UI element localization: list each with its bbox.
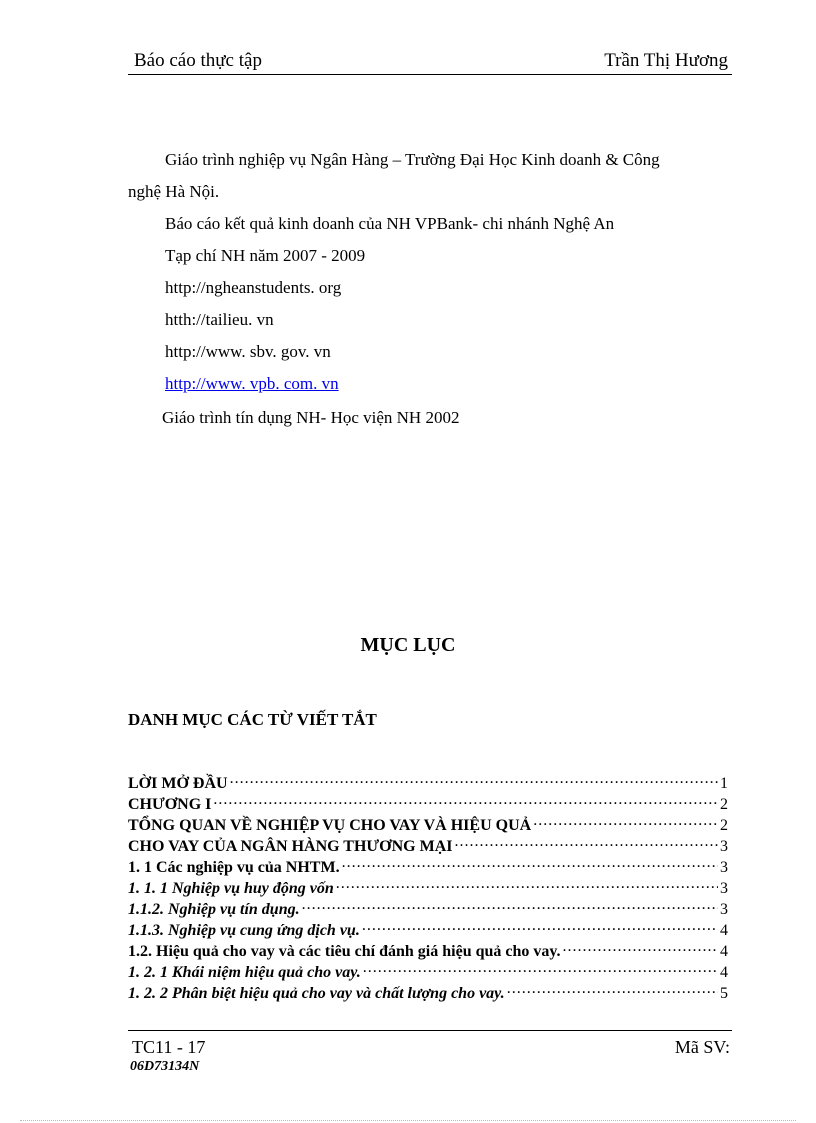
toc-row[interactable] <box>128 793 728 814</box>
toc-label: 1. 1. 1 Nghiệp vụ huy động vốn <box>128 880 334 897</box>
dot-leader <box>336 877 718 893</box>
toc-label: 1. 1 Các nghiệp vụ của NHTM. <box>128 859 340 876</box>
reference-line: Giáo trình tín dụng NH- Học viện NH 2002 <box>162 408 460 427</box>
page-header <box>128 48 732 75</box>
reference-line: http://ngheanstudents. org <box>165 278 342 297</box>
toc-page-number: 4 <box>720 922 728 939</box>
reference-line: Báo cáo kết quả kinh doanh của NH VPBank- chi nhánh Nghệ An <box>165 214 615 233</box>
dot-leader <box>362 919 718 935</box>
toc-page-number: 3 <box>720 838 728 855</box>
page-bottom-divider <box>20 1120 796 1121</box>
toc-row[interactable] <box>128 856 728 877</box>
dot-leader <box>454 835 718 851</box>
toc-page-number: 2 <box>720 817 728 834</box>
toc-label: CHƯƠNG I <box>128 796 212 813</box>
toc-label: 1.2. Hiệu quả cho vay và các tiêu chí đánh giá hiệu quả cho vay. <box>128 943 561 960</box>
dot-leader <box>533 814 718 830</box>
footer-student-id: 06D73134N <box>130 1059 200 1074</box>
toc-page-number: 3 <box>720 880 728 897</box>
dot-leader <box>302 898 718 914</box>
toc-page-number: 3 <box>720 859 728 876</box>
toc-label: 1. 2. 1 Khái niệm hiệu quả cho vay. <box>128 964 361 981</box>
toc-page-number: 4 <box>720 943 728 960</box>
toc-row[interactable] <box>128 835 728 856</box>
header-author: Trần Thị Hương <box>604 50 728 71</box>
toc-label: CHO VAY CỦA NGÂN HÀNG THƯƠNG MẠI <box>128 838 453 855</box>
toc-label: TỔNG QUAN VỀ NGHIỆP VỤ CHO VAY VÀ HIỆU QUẢ <box>128 817 532 834</box>
toc-row[interactable] <box>128 877 728 898</box>
dot-leader <box>563 940 718 956</box>
dot-leader <box>342 856 718 872</box>
footer-student-label: Mã SV: <box>674 1037 730 1057</box>
toc-row[interactable] <box>128 814 728 835</box>
page-footer <box>128 1030 732 1074</box>
toc-row[interactable] <box>128 940 728 961</box>
header-report-title: Báo cáo thực tập <box>134 50 262 71</box>
toc-row[interactable] <box>128 961 728 982</box>
toc-label: 1.1.2. Nghiệp vụ tín dụng. <box>128 901 300 918</box>
toc-abbreviations-heading: DANH MỤC CÁC TỪ VIẾT TẮT <box>128 710 377 729</box>
toc-row[interactable] <box>128 772 728 793</box>
reference-line: http://www. sbv. gov. vn <box>165 342 331 361</box>
toc-page-number: 5 <box>720 985 728 1002</box>
dot-leader <box>213 793 718 809</box>
toc-page-number: 1 <box>720 775 728 792</box>
toc-page-number: 2 <box>720 796 728 813</box>
toc-page-number: 4 <box>720 964 728 981</box>
reference-line: Giáo trình nghiệp vụ Ngân Hàng – Trường Đại Học Kinh doanh & Công <box>165 150 660 169</box>
toc-page-number: 3 <box>720 901 728 918</box>
reference-line <box>165 374 339 394</box>
toc-label: 1. 2. 2 Phân biệt hiệu quả cho vay và chất lượng cho vay. <box>128 985 505 1002</box>
vpb-link[interactable]: http://www. vpb. com. vn <box>165 374 339 393</box>
toc-label: 1.1.3. Nghiệp vụ cung ứng dịch vụ. <box>128 922 360 939</box>
dot-leader <box>230 772 718 788</box>
footer-class-code: TC11 - 17 <box>132 1037 206 1057</box>
toc-row[interactable] <box>128 982 728 1003</box>
toc-row[interactable] <box>128 919 728 940</box>
toc-row[interactable] <box>128 898 728 919</box>
toc-title: MỤC LỤC <box>360 634 456 656</box>
dot-leader <box>507 982 718 998</box>
toc-label: LỜI MỞ ĐẦU <box>128 775 228 792</box>
dot-leader <box>363 961 718 977</box>
reference-line: nghệ Hà Nội. <box>128 182 220 201</box>
reference-line: Tạp chí NH năm 2007 - 2009 <box>165 246 366 265</box>
reference-line: htth://tailieu. vn <box>165 310 274 329</box>
